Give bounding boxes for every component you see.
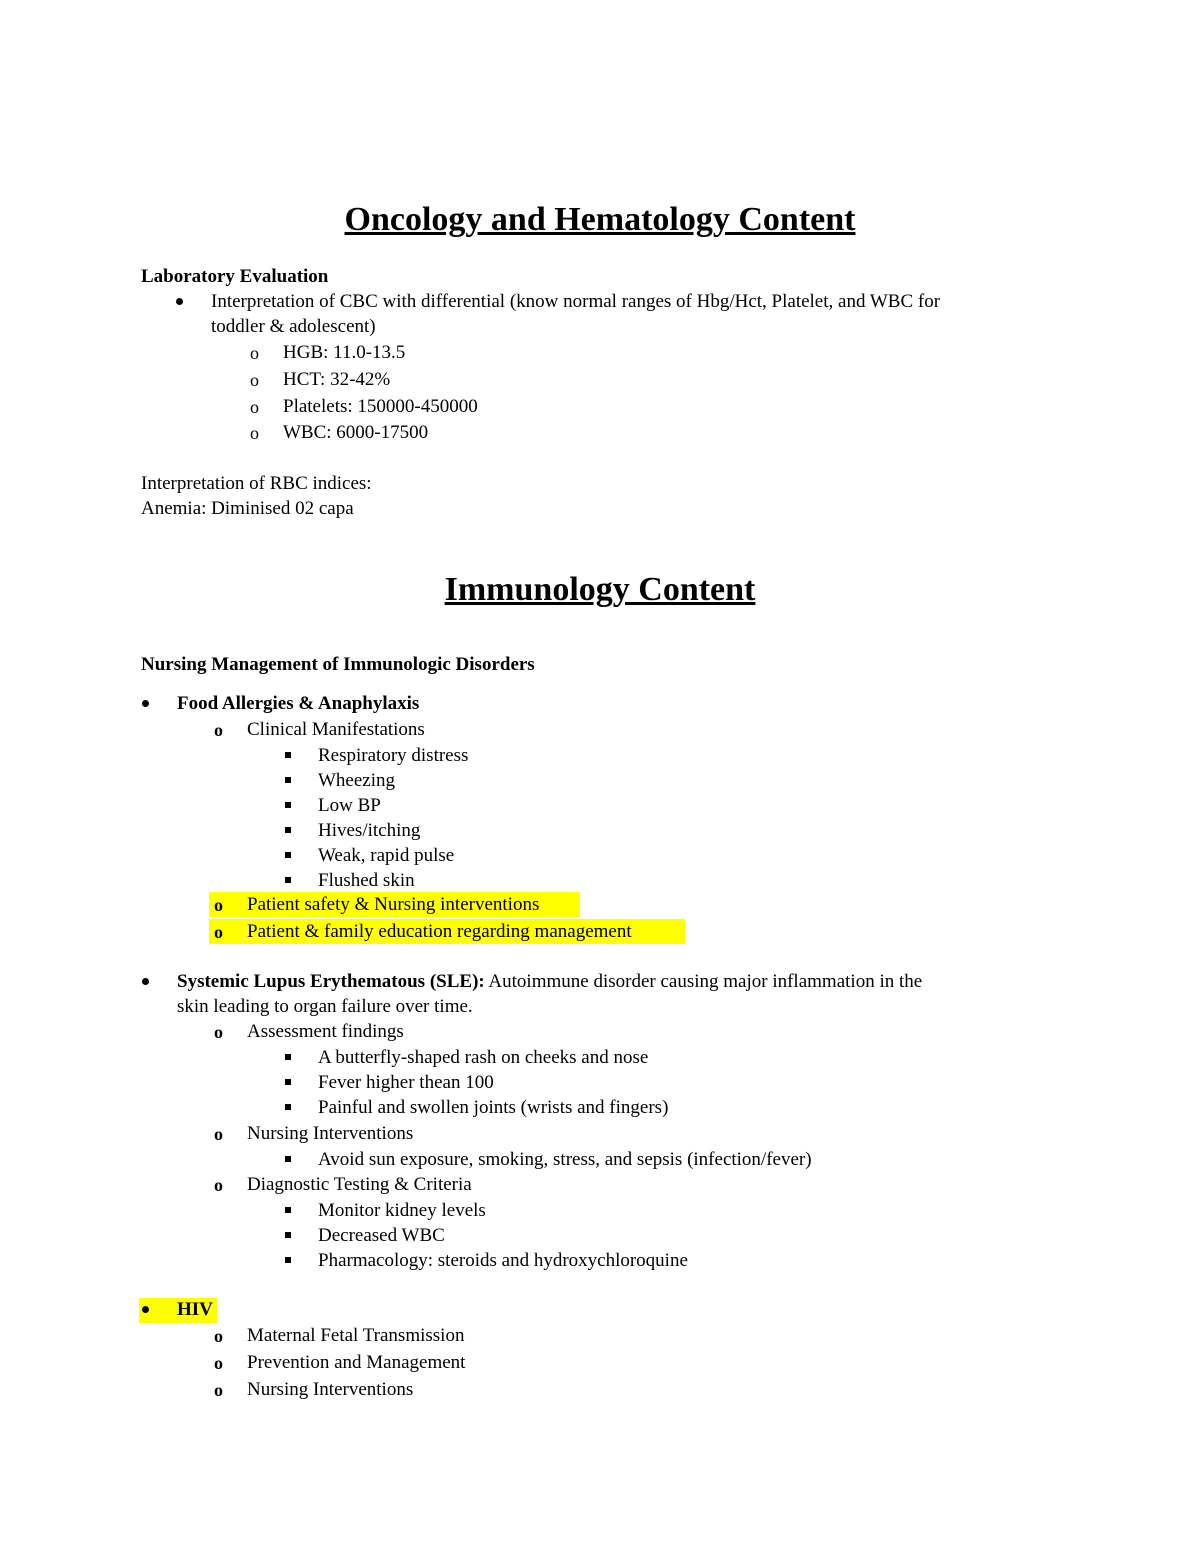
sle-desc-1: Autoimmune disorder causing major inflammation in the (484, 971, 923, 992)
hiv-item: Maternal Fetal Transmission (247, 1325, 465, 1346)
symptom-item: Hives/itching (318, 820, 421, 841)
range-wbc: WBC: 6000-17500 (283, 422, 429, 443)
mgmt-heading: Nursing Management of Immunologic Disorders (141, 654, 535, 675)
cbc-line-1: Interpretation of CBC with differential (know normal ranges of Hbg/Hct, Platelet, and WBC for (211, 291, 941, 312)
bullet-disc-icon (142, 978, 149, 985)
bullet-circle-icon: o (214, 1022, 223, 1042)
intervention-item: Avoid sun exposure, smoking, stress, and sepsis (infection/fever) (318, 1149, 812, 1170)
hiv-item: Prevention and Management (247, 1352, 466, 1373)
bullet-square-icon (285, 877, 291, 883)
bullet-square-icon (285, 1207, 291, 1213)
assessment-item: A butterfly-shaped rash on cheeks and nose (318, 1047, 649, 1068)
bullet-circle-icon: o (214, 922, 223, 942)
bullet-circle-icon: o (250, 343, 259, 363)
oncology-title: Oncology and Hematology Content (344, 201, 856, 238)
bullet-circle-icon: o (214, 1380, 223, 1400)
assessment-findings: Assessment findings (247, 1021, 404, 1042)
clinical-manifestations: Clinical Manifestations (247, 719, 425, 740)
family-education: Patient & family education regarding management (247, 921, 632, 942)
bullet-square-icon (285, 1156, 291, 1162)
bullet-circle-icon: o (214, 720, 223, 740)
cbc-line-2: toddler & adolescent) (211, 316, 376, 337)
sle-desc-2: skin leading to organ failure over time. (177, 996, 473, 1017)
bullet-circle-icon: o (214, 1175, 223, 1195)
symptom-item: Respiratory distress (318, 745, 469, 766)
nursing-interventions: Nursing Interventions (247, 1123, 414, 1144)
bullet-square-icon (285, 1257, 291, 1263)
bullet-square-icon (285, 1054, 291, 1060)
bullet-circle-icon: o (214, 895, 223, 915)
bullet-circle-icon: o (250, 370, 259, 390)
bullet-square-icon (285, 777, 291, 783)
diagnostic-item: Monitor kidney levels (318, 1200, 486, 1221)
bullet-disc-icon (176, 298, 183, 305)
sle-title: Systemic Lupus Erythematous (SLE): (177, 971, 485, 992)
bullet-circle-icon: o (214, 1353, 223, 1373)
bullet-square-icon (285, 1079, 291, 1085)
symptom-item: Wheezing (318, 770, 396, 791)
diagnostic-testing: Diagnostic Testing & Criteria (247, 1174, 472, 1195)
rbc-line: Interpretation of RBC indices: (141, 473, 372, 494)
bullet-disc-icon (142, 1306, 149, 1313)
food-allergies-title: Food Allergies & Anaphylaxis (177, 693, 420, 714)
bullet-circle-icon: o (214, 1124, 223, 1144)
symptom-item: Low BP (318, 795, 381, 816)
bullet-square-icon (285, 802, 291, 808)
bullet-disc-icon (142, 700, 149, 707)
bullet-circle-icon: o (214, 1326, 223, 1346)
diagnostic-item: Pharmacology: steroids and hydroxychloroquine (318, 1250, 688, 1271)
sle-line-1 (177, 970, 922, 994)
assessment-item: Painful and swollen joints (wrists and fingers) (318, 1097, 669, 1118)
bullet-square-icon (285, 852, 291, 858)
range-hct: HCT: 32-42% (283, 369, 391, 390)
bullet-square-icon (285, 752, 291, 758)
bullet-square-icon (285, 827, 291, 833)
lab-heading: Laboratory Evaluation (141, 266, 329, 287)
hiv-item: Nursing Interventions (247, 1379, 414, 1400)
bullet-square-icon (285, 1104, 291, 1110)
diagnostic-item: Decreased WBC (318, 1225, 445, 1246)
assessment-item: Fever higher thean 100 (318, 1072, 494, 1093)
immunology-title: Immunology Content (444, 571, 756, 608)
symptom-item: Flushed skin (318, 870, 415, 891)
range-hgb: HGB: 11.0-13.5 (283, 342, 406, 363)
bullet-circle-icon: o (250, 423, 259, 443)
hiv-title: HIV (177, 1299, 213, 1320)
patient-safety: Patient safety & Nursing interventions (247, 894, 540, 915)
range-platelets: Platelets: 150000-450000 (283, 396, 478, 417)
anemia-line: Anemia: Diminised 02 capa (141, 498, 354, 519)
symptom-item: Weak, rapid pulse (318, 845, 455, 866)
bullet-circle-icon: o (250, 397, 259, 417)
bullet-square-icon (285, 1232, 291, 1238)
